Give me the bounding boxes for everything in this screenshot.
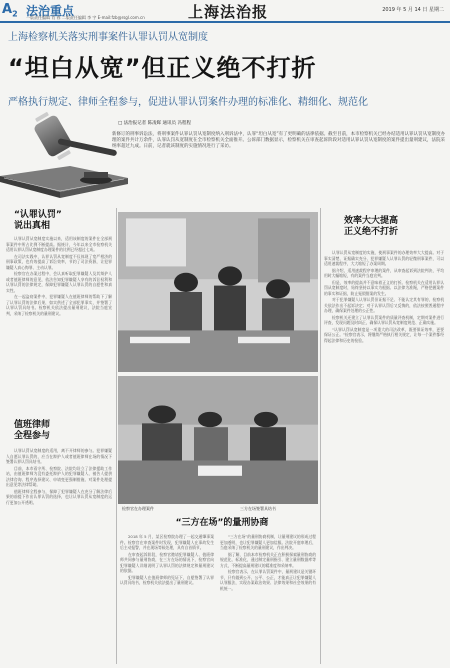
- photo-caption: 三方在场签署具结书: [240, 506, 276, 511]
- section-body-4: [120, 534, 214, 666]
- section-body-5: [220, 534, 316, 666]
- paragraph: 认罪认罚从宽制度的实施，使刑事案件的办理效率大大提高。对于事实清楚、证据确实充分、犯罪嫌疑人认罪认罚的轻微刑事案件，可以适用速裁程序，大大缩短了办案周期。: [324, 250, 444, 266]
- paragraph: “认罪认罚从宽制度是一项重大的司法改革，既要保证效率，更要保证公正。”检察官表示，将继续严格执行相关规定，让每一个案件都经得起法律和历史的检验。: [324, 326, 444, 343]
- photo-caption: 检察官在办理案件: [122, 506, 154, 511]
- paragraph: 检察官表示，在认罪认罚案件中，量刑建议是关键环节，只有做到公开、公平、公正，才能真正让犯罪嫌疑人认罪服法，实现办案政治效果、法律效果和社会效果的有机统一。: [220, 569, 316, 591]
- paragraph: 在司法实践中，认罪认罚从宽制度不仅体现了宽严相济的刑事政策，也有效提高了诉讼效率，节约了司法资源，让犯罪嫌疑人真心悔罪、主动认罪。: [6, 253, 112, 270]
- header-rule: [0, 21, 450, 23]
- article-headline: “坦白从宽”但正义绝不打折: [8, 54, 317, 82]
- paragraph: 对于犯罪嫌疑人认罪认罚但证据不足、不能认定其有罪的，检察机关依法作出不起诉决定；对于认罪认罚后又反悔的，依法按照普通程序办理，确保案件处理的公正性。: [324, 297, 444, 313]
- section-body-3: [324, 250, 444, 664]
- article-subhead: 严格执行规定、律师全程参与，促进认罪认罚案件办理的标准化、精细化、规范化: [8, 97, 368, 108]
- issue-date: 2019 年 5 月 14 日 星期二: [382, 7, 444, 13]
- paragraph: 认罪认罚从宽制度的适用，离不开律师的参与。犯罪嫌疑人自愿认罪认罚的，应当在辩护人或者值班律师在场的情况下签署认罪认罚具结书。: [6, 448, 112, 464]
- column-divider: [116, 208, 117, 664]
- section-title-4: “三方在场”的量刑协商: [175, 518, 269, 528]
- paragraph: 认罪认罚从宽制度实施以来，适用该制度的案件在全部刑事案件中所占比例不断提高。据统计，今年以来全市检察机关适用认罪认罚从宽制度办理案件的比例已经超过七成。: [6, 236, 112, 252]
- paragraph: 但是，效率的提高并不意味着正义的打折。检察机关在适用认罪认罚从宽制度时，始终坚持以事实为根据、以法律为准绳，严格把握案件的事实和证据，防止冤假错案的发生。: [324, 279, 444, 296]
- paragraph: “三方在场”的量刑协商机制，让量刑建议的形成过程更加透明，也让犯罪嫌疑人更加信服。法院开庭审理后，当庭采纳了检察机关的量刑建议，作出判决。: [220, 534, 316, 550]
- paragraph: 目前，本市看守所、检察院、法院均设立了法律援助工作站，由值班律师为没有委托辩护人的犯罪嫌疑人、被告人提供法律咨询、程序选择建议、申请变更强制措施、对案件处理提出意见等法律帮助。: [6, 465, 112, 487]
- page-header: [0, 0, 450, 21]
- byline: □ 法治报记者 陈凌晖 通讯员 冯程程: [118, 121, 191, 126]
- paragraph: 2018 年 5 月，某区检察院办理了一起交通肇事案件。检察官在审查案件时发现，犯罪嫌疑人在事故发生后主动报警，并在现场等候处理，具有自首情节。: [120, 534, 214, 550]
- section-body-1: [6, 236, 112, 412]
- page-number: $A_2$: [2, 2, 18, 19]
- paragraph: 在审查起诉阶段，检察官邀请犯罪嫌疑人、值班律师共同参与量刑协商，在三方在场的情况下，检察官向犯罪嫌疑人详细说明了认罪认罚的法律规定和量刑建议的依据。: [120, 551, 214, 573]
- section-name: 法治重点: [26, 4, 75, 18]
- paragraph: 据了解，目前本市检察机关正在积极探索量刑协商的规范化、标准化，通过制定量刑指引、建立量刑数据库等方式，不断提高量刑建议的精准度和采纳率。: [220, 551, 316, 568]
- paragraph: 据介绍，适用速裁程序审理的案件，从审查起诉到法院判决，平均用时大幅缩短，有的案件当庭宣判。: [324, 267, 444, 278]
- section-title-3: 效率大大提高 正义绝不打折: [344, 216, 399, 237]
- article-intro: 新修订的刑事诉讼法，将刑事案件认罪认罚从宽制度纳入刑诉法中，认罪“坦白从宽”有了更明确的法律依据。截至目前，本市检察机关已经办结适用认罪认罚从宽制度办理的案件共计万余件，认罪认罚从宽制度在全市检察机关全面推开。公诉部门数据显示，检察机关在审查起诉阶段对适用认罪认罚从宽制度的案件提出量刑建议，法院采纳率超过九成。日前，记者就该制度的实施情况进行了采访。: [112, 132, 446, 150]
- paragraph: 犯罪嫌疑人在值班律师的见证下，自愿签署了认罪认罚具结书，检察机关依法提出了量刑建议。: [120, 574, 214, 585]
- article-kicker: 上海检察机关落实刑事案件认罪认罚从宽制度: [8, 32, 208, 43]
- editors-line: 一版责任编辑 肖 春 二版责任编辑 李 宇 E-mail:fzb@rsgl.com.cn: [26, 15, 145, 20]
- photo-three-party-meeting: [118, 376, 318, 504]
- masthead-logo: 上海法治报: [188, 3, 269, 21]
- paragraph: 值班律师全程参与，保障了犯罪嫌疑人在充分了解法律后果的前提下作出认罪认罚的选择，也让认罪认罚从宽制度的运行更加公开透明。: [6, 488, 112, 505]
- paragraph: 在一起盗窃案件中，犯罪嫌疑人在值班律师的帮助下了解了认罪认罚的法律后果，如实供述了全部犯罪事实，并签署了认罪认罚具结书。检察机关依法提出量刑建议，法院当庭宣判，采纳了检察机关的量刑建议。: [6, 294, 112, 316]
- paragraph: 检察机关还建立了认罪认罚案件的质量评查机制，定期对案件进行评查，发现问题及时纠正，确保认罪认罚从宽制度规范、正确实施。: [324, 314, 444, 325]
- section-title-1: “认罪认罚” 说出真相: [14, 210, 62, 231]
- section-title-2: 值班律师 全程参与: [14, 420, 51, 441]
- photo-prosecutors-office: [118, 212, 318, 372]
- column-divider: [320, 208, 321, 664]
- paragraph: 检察官在办案过程中，会认真听取犯罪嫌疑人及其辩护人或者值班律师的意见，依法告知犯罪嫌疑人享有的诉讼权利和认罪认罚的法律规定，保障犯罪嫌疑人认罪认罚的自愿性和真实性。: [6, 271, 112, 293]
- section-body-2: [6, 448, 112, 664]
